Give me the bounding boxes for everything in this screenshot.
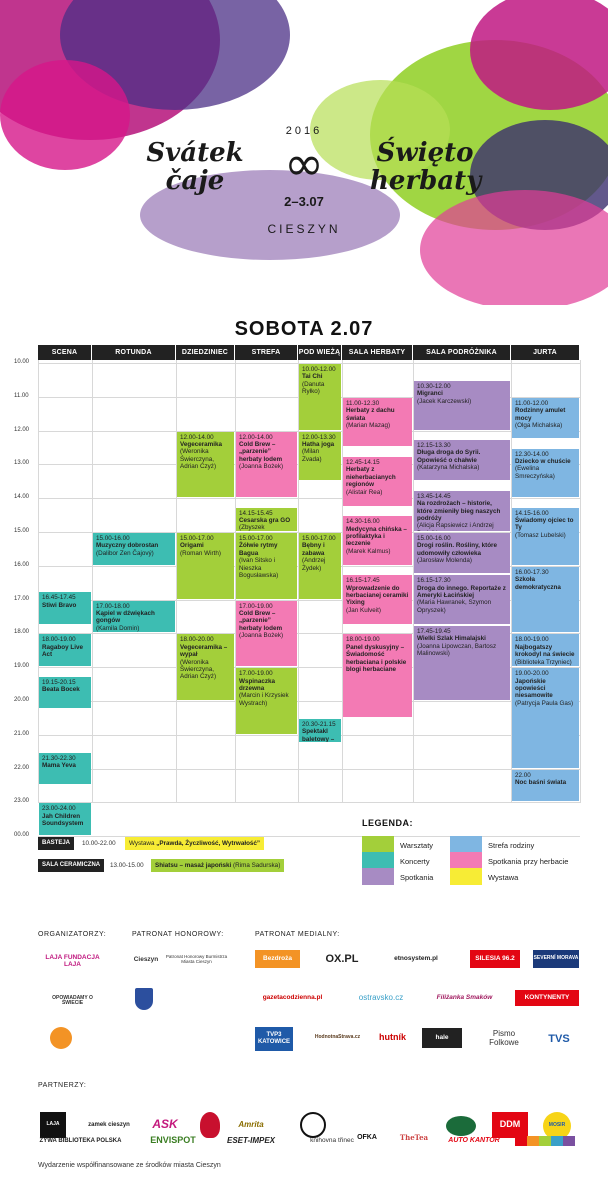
event-speaker: (Biblioteka Trzyniec) (515, 658, 572, 666)
time-label: 00.00 (14, 832, 30, 839)
schedule-event (512, 668, 579, 767)
event-time: 10.00-12.00 (302, 366, 336, 373)
logo-ddm: DDM (492, 1112, 528, 1138)
event-speaker: (Tomasz Lubelski) (515, 531, 566, 539)
event-time: 18.00-19.00 (346, 636, 380, 644)
event-time: 17.00-18.00 (96, 602, 130, 610)
event-time: 16.15-17.30 (417, 577, 451, 585)
legend-swatch-warsztaty (362, 836, 394, 853)
logo-ox: OX.PL (325, 952, 359, 965)
event-time: 13.45-14.45 (417, 492, 451, 500)
schedule-event (414, 440, 510, 480)
event-time: 23.00-24.00 (42, 805, 76, 813)
event-name: Beata Bocek (42, 686, 80, 694)
schedule-event (343, 634, 412, 717)
year: 2016 (285, 125, 323, 137)
event-name: Vegeceramika – wypał (180, 643, 228, 659)
event-name: Kąpiel w dźwiękach gongów (96, 610, 155, 625)
event-speaker: (Andrzej Żydek) (302, 557, 326, 572)
extra-who: (Rima Sadurska) (231, 862, 281, 869)
logo-etnosystem: etnosystem.pl (394, 955, 438, 963)
column-header: POD WIEŻĄ (298, 345, 341, 360)
event-time: 16.00-17.30 (515, 568, 549, 576)
event-speaker: (Joanna Bożek) (239, 632, 284, 640)
event-speaker: (Roman Wirth) (180, 549, 221, 557)
event-name: Długa droga do Syrii. Opowieść o chałwie (417, 449, 481, 464)
logo-pismo-folkowe: Pismo Folkowe (489, 1029, 519, 1047)
event-speaker: (Maria Hawranek, Szymon Opryszek) (417, 599, 492, 614)
logo-tvp3: TVP3 KATOWICE (255, 1027, 293, 1051)
schedule-event (39, 803, 91, 835)
event-time: 12.15-13.30 (417, 442, 451, 450)
event-time: 17.45-19.45 (417, 627, 451, 635)
column-header: ROTUNDA (92, 345, 175, 360)
schedule-event (512, 398, 579, 438)
legend-label: Strefa rodziny (488, 841, 535, 850)
schedule-event (177, 432, 234, 498)
logo-ostravsko: ostravsko.cz (358, 992, 404, 1002)
time-label: 12.00 (14, 426, 30, 433)
column-header: STREFA RELAKSU (235, 345, 297, 360)
event-speaker: (Katarzyna Michalska) (417, 464, 480, 472)
hour-gridline (38, 802, 580, 803)
extra-prefix: Wystawa (129, 840, 157, 847)
logo-knihovna-trinec: knihovna třinec (310, 1137, 354, 1145)
event-time: 12.45-14.15 (346, 458, 380, 466)
event-time: 14.15-16.00 (515, 509, 549, 517)
schedule-event (236, 508, 297, 531)
schedule-event (512, 770, 579, 802)
extra-place-basteja: BASTEJA (38, 837, 74, 850)
extra-title: Shiatsu – masaż japoński (155, 862, 232, 869)
legend-swatch-wystawa (450, 868, 482, 885)
legend-swatch-herbata (450, 852, 482, 869)
event-time: 20.30-21.15 (302, 720, 336, 728)
event-speaker: (Jarosław Molenda) (417, 557, 472, 565)
event-name: Spektakl baletowy – (302, 728, 335, 743)
legend-swatch-koncerty (362, 852, 394, 869)
event-speaker: (Alistair Rea) (346, 488, 383, 496)
schedule-event (39, 677, 91, 709)
legend-label: Wystawa (488, 873, 519, 882)
logo-blue-small (383, 1134, 433, 1148)
logo-hale: hale (422, 1028, 462, 1048)
event-time: 15.00-16.00 (96, 535, 130, 542)
event-time: 18.00-20.00 (180, 636, 214, 644)
schedule-event (343, 516, 412, 565)
column-header: DZIEDZINIEC (176, 345, 234, 360)
schedule-event (236, 533, 297, 599)
time-label: 20.00 (14, 697, 30, 703)
media-heading: PATRONAT MEDIALNY: (255, 931, 340, 938)
schedule-event (512, 449, 579, 498)
event-speaker: (Alicja Rapsiewicz i Andrzej (417, 522, 494, 530)
schedule-event (414, 491, 510, 531)
event-name: Droga do innego. Reportaże z Ameryki Łacińskiej (417, 584, 506, 600)
logo-ask: ASK (152, 1117, 178, 1132)
schedule-event (39, 634, 91, 666)
event-speaker: (Weronika Świerczyna, Adrian Czyż) (180, 658, 217, 681)
time-label: 22.00 (14, 764, 30, 771)
event-time: 22.00 (515, 771, 531, 779)
event-speaker: (Olga Michalska) (515, 422, 563, 430)
schedule-event (414, 626, 510, 700)
logo-thetea: TheTea (399, 1133, 429, 1143)
event-name: Rodzinny amulet mocy (515, 407, 566, 422)
event-name: Świadomy ojciec to Ty (515, 517, 574, 532)
logo-amrita: Amrita (238, 1119, 264, 1129)
legend-label: Warsztaty (400, 841, 434, 850)
event-time: 18.00-19.00 (515, 636, 549, 644)
event-name: Na rozdrożach – historie, które zmieniły bieg naszych podróży (417, 500, 501, 522)
schedule-event (236, 601, 297, 667)
logo-fundacja-laja: LAJA FUNDACJA LAJA (45, 953, 100, 968)
schedule-event (177, 634, 234, 700)
logo-color-squares (515, 1136, 575, 1146)
logo-orange-circle (50, 1027, 72, 1049)
honorary-heading: PATRONAT HONOROWY: (132, 931, 224, 938)
event-name: Hatha joga (302, 441, 335, 448)
event-speaker: (Joanna Bożek) (239, 463, 284, 471)
schedule-event (39, 753, 91, 785)
organizers-heading: ORGANIZATORZY: (38, 931, 107, 938)
event-time: 15.00-17.00 (239, 535, 273, 542)
schedule-event (414, 381, 510, 430)
logo-auto-kantor: AUTO KANTOR (448, 1137, 500, 1145)
logo-mosir: MOSIR (543, 1112, 571, 1140)
event-speaker: (Joanna Lipowczan, Bartosz Malinowski) (417, 642, 497, 658)
event-time: 16.45-17.45 (42, 594, 76, 602)
schedule-event (343, 398, 412, 447)
schedule-event (343, 575, 412, 624)
event-speaker: (Marek Kalmus) (346, 547, 391, 555)
event-name: Tai Chi (302, 373, 323, 381)
event-name: Jah Children Soundsystem (42, 812, 84, 828)
event-name: Wprowadzenie do herbacianej ceramiki Yixing (346, 584, 409, 607)
schedule-event (414, 575, 510, 624)
time-label: 19.00 (14, 663, 30, 670)
time-label: 21.00 (14, 730, 30, 737)
legend-title: LEGENDA: (362, 818, 413, 828)
legend-swatch-rodzina (450, 836, 482, 853)
time-label: 15.00 (14, 528, 30, 534)
event-name: Muzyczny dobrostan (96, 542, 159, 550)
logo-zywa-biblioteka: ŻYWA BIBLIOTEKA POLSKA (39, 1137, 122, 1144)
schedule-event (512, 567, 579, 633)
event-name: Żółwie rytmy Bagua (239, 542, 278, 557)
event-time: 11.00-12.30 (346, 399, 380, 407)
schedule-event (177, 533, 234, 599)
event-name: Szkoła demokratyczna (515, 576, 561, 591)
schedule-event (299, 533, 341, 599)
partners-heading: PARTNERZY: (38, 1082, 87, 1089)
extra-time: 13.00-15.00 (110, 862, 144, 869)
event-time: 10.30-12.00 (417, 382, 451, 390)
event-name: Cold Brew – „parzenie” herbaty lodem (239, 610, 283, 632)
title-pl-line1: Święto (376, 138, 474, 168)
logo-eset-impex: ESET-IMPEX (226, 1135, 275, 1145)
logo-gazetacodzienna: gazetacodzienna.pl (262, 994, 323, 1002)
schedule-event (299, 364, 341, 430)
event-time: 12.00-13.30 (302, 433, 336, 441)
event-time: 14.30-16.00 (346, 518, 380, 526)
logo-severni-morava: SEVERNÍ MORAVA (533, 950, 579, 968)
header-artwork (0, 0, 608, 305)
logo-oval-green (446, 1116, 476, 1136)
event-time: 15.00-16.00 (417, 535, 451, 542)
event-name: Dziecko w chuście (515, 457, 571, 465)
column-header: SALA HERBATY (342, 345, 412, 360)
event-name: Origami (180, 542, 204, 550)
event-time: 12.30-14.00 (515, 450, 549, 458)
event-name: Ragaboy Live Act (42, 643, 83, 659)
column-header: SCENA (38, 345, 91, 360)
extra-event-shiatsu (151, 859, 284, 872)
coat-of-arms-icon (135, 988, 153, 1010)
hour-gridline (38, 701, 580, 702)
schedule-event (93, 533, 175, 565)
event-speaker: (Danuta Ryłko) (302, 380, 325, 396)
event-city: CIESZYN (267, 222, 341, 236)
extra-place-sala-ceramiczna: SALA CERAMICZNA (38, 859, 104, 872)
extra-title: „Prawda, Życzliwość, Wytrwałość” (156, 840, 261, 847)
legend-label: Koncerty (400, 857, 430, 866)
event-name: Migranci (417, 390, 443, 398)
logo-envispot: ENVISPOT (150, 1135, 196, 1146)
event-speaker: (Kamila Domin) (96, 624, 140, 632)
schedule-event (299, 432, 341, 481)
column-divider (92, 360, 93, 803)
logo-silesia: SILESIA 96.2 (470, 950, 520, 968)
event-speaker: (Patrycja Paula Gas) (515, 699, 574, 707)
event-speaker: (Zbyszek (239, 524, 265, 531)
event-name: Japońskie opowieści niesamowite (515, 677, 553, 700)
title-cz-line1: Svátek (146, 138, 244, 168)
event-time: 12.00-14.00 (239, 433, 273, 441)
logo-filizanka: Filiżanka Smaków (436, 994, 493, 1002)
time-label: 18.00 (14, 629, 30, 636)
column-divider (38, 360, 39, 803)
event-time: 19.00-20.00 (515, 670, 549, 678)
event-name: Wielki Szlak Himalajski (417, 635, 486, 643)
event-speaker: (Dalibor Zen Čajový) (96, 549, 154, 557)
title-pl-line2: herbaty (370, 166, 482, 196)
logo-ofka: OFKA (357, 1134, 377, 1142)
time-label: 23.00 (14, 798, 30, 805)
logo-tvs: TVS (548, 1032, 570, 1045)
schedule-event (236, 668, 297, 734)
logo-zamek-cieszyn: zamek cieszyn (88, 1121, 130, 1128)
event-time: 14.15-15.45 (239, 509, 273, 517)
event-speaker: (Ewelina Smreczyńska) (515, 465, 555, 480)
event-time: 18.00-19.00 (42, 636, 76, 644)
schedule-event (512, 634, 579, 666)
event-name: Wspinaczka drzewna (239, 677, 276, 692)
logo-hutnik: hutník (379, 1032, 406, 1043)
event-time: 17.00-19.00 (239, 602, 273, 610)
infinity-icon: ∞ (284, 136, 324, 192)
event-time: 15.00-17.00 (180, 535, 214, 542)
event-name: Stiwi Bravo (42, 601, 77, 609)
extra-time: 10.00-22.00 (82, 840, 116, 847)
hour-gridline (38, 769, 580, 770)
day-title: SOBOTA 2.07 (234, 318, 374, 340)
event-name: Cesarska gra GO (239, 517, 291, 525)
event-time: 17.00-19.00 (239, 670, 273, 678)
time-label: 14.00 (14, 494, 30, 501)
event-time: 16.15-17.45 (346, 577, 380, 585)
event-name: Najbogatszy krokodyl na świecie (515, 643, 575, 659)
column-header: SALA PODRÓŻNIKA (413, 345, 510, 360)
schedule-event (414, 533, 510, 573)
schedule-event (39, 592, 91, 624)
event-speaker: (Jan Kulveit) (346, 606, 381, 614)
event-dates: 2–3.07 (284, 194, 324, 209)
event-name: Noc baśni świata (515, 779, 567, 786)
legend-label: Spotkania przy herbacie (488, 857, 569, 866)
event-time: 11.00-12.00 (515, 399, 549, 407)
event-name: Drogi roślin. Rośliny, które udomowiły człowieka (417, 542, 498, 557)
watercolor-blob (0, 60, 130, 170)
event-name: Bębny i zabawa (302, 542, 325, 557)
schedule-event (343, 457, 412, 506)
event-name: Cold Brew – „parzenie” herbaty lodem (239, 441, 283, 463)
event-speaker: (Milan Zvada) (302, 448, 322, 463)
event-name: Herbaty z dachu świata (346, 407, 395, 422)
logo-honorary-patronage: Patronat Honorowy Burmistrza Miasta Cieszyn (165, 954, 228, 964)
logo-cieszyn: Cieszyn (133, 956, 159, 964)
schedule-event (299, 719, 341, 742)
column-header: JURTA (511, 345, 579, 360)
time-label: 17.00 (14, 595, 30, 602)
event-name: Panel dyskusyjny – Świadomość herbaciana i polskie blogi herbaciane (346, 643, 407, 674)
event-time: 21.30-22.30 (42, 754, 76, 762)
event-time: 12.00-14.00 (180, 433, 214, 441)
event-speaker: (Marcin i Krzysiek Wystrach) (239, 692, 289, 707)
event-name: Vegeceramika (180, 441, 223, 448)
event-speaker: (Weronika Świerczyna, Adrian Czyż) (180, 448, 217, 471)
column-divider (580, 360, 581, 803)
time-label: 10.00 (14, 359, 30, 365)
event-speaker: (Ivan Sitsko i Nieszka Bogusławska) (239, 557, 279, 580)
event-name: Mama Yeva (42, 762, 76, 770)
event-name: Medycyna chińska – profilaktyka i leczenie (346, 525, 407, 548)
footer-note: Wydarzenie współfinansowane ze środków miasta Cieszyn (38, 1162, 221, 1169)
time-label: 11.00 (14, 392, 29, 399)
logo-opowiadamy: OPOWIADAMY O ŚWIECIE (52, 994, 93, 1006)
logo-hodnotnastrava: HodnotnaStrava.cz (314, 1034, 361, 1041)
schedule-event (93, 601, 175, 633)
event-speaker: (Jacek Karczewski) (417, 397, 472, 405)
hour-gridline (38, 836, 580, 837)
legend-swatch-spotkania (362, 868, 394, 885)
logo-kontynenty: KONTYNENTY (515, 990, 579, 1006)
event-time: 19.15-20.15 (42, 678, 76, 686)
extra-event-exhibition (125, 837, 264, 850)
event-name: Herbaty z nieherbacianych regionów (346, 466, 396, 489)
title-cz-line2: čaje (165, 166, 225, 196)
time-label: 13.00 (14, 460, 30, 467)
schedule-event (236, 432, 297, 498)
logo-bezdroza: Bezdroża (255, 950, 300, 968)
schedule-event (512, 508, 579, 565)
time-label: 16.00 (14, 561, 30, 568)
logo-laja-partner: LAJA (40, 1112, 66, 1138)
event-time: 15.00-17.00 (302, 535, 336, 542)
event-speaker: (Marian Mazag) (346, 422, 391, 430)
legend-label: Spotkania (400, 873, 434, 882)
